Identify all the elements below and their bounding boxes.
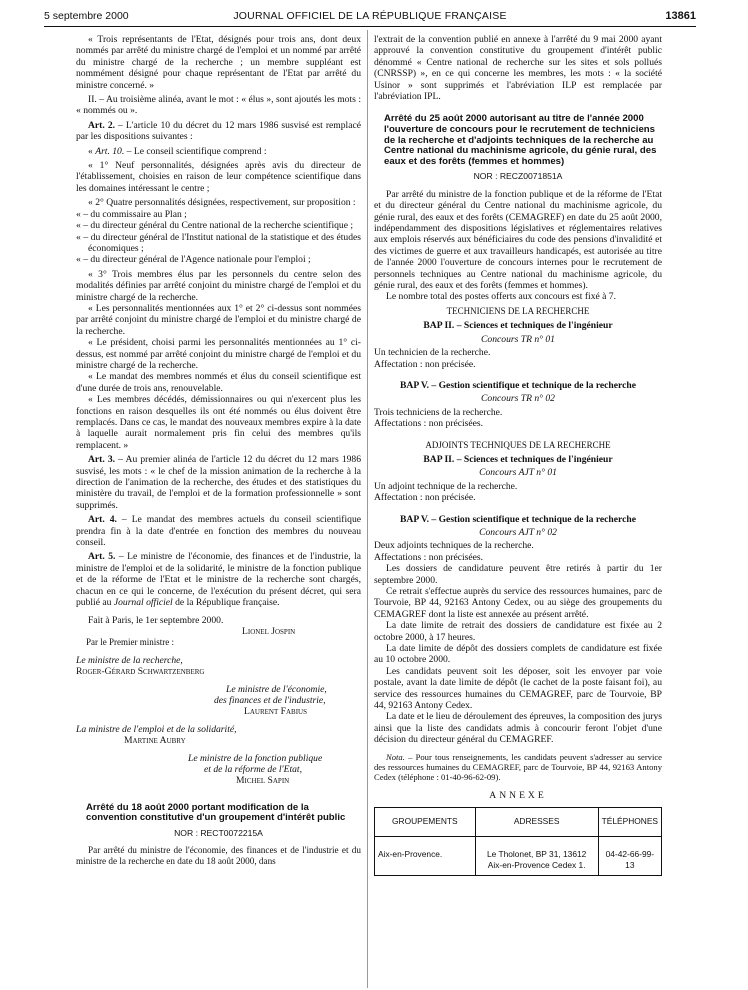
- paragraph: « 2° Quatre personnalités désignées, respectivement, sur proposition :: [88, 197, 356, 209]
- article-text-end: de la République française.: [172, 597, 280, 609]
- column-separator: [367, 30, 368, 988]
- signature-intro: Par le Premier ministre :: [86, 637, 174, 648]
- list-item: « – du directeur général du Centre national de la recherche scientifique ;: [76, 220, 354, 232]
- article-label: Art. 3.: [88, 454, 116, 466]
- paragraph: Par arrêté du ministre de la fonction publique et de la réforme de l'Etat et du directeur général du Centre national du machinisme agricole, du génie rural, des eaux et des forêts (CEMAGREF) en date du 25 août 2000, indépendamment des dispositions législatives et réglementaires relatives aux emplois réservés aux bénéficiaires du code des pensions d'invalidité et des victimes de guerre et aux travailleurs handicapés, est autorisée au titre de l'année 2000 l'ouverture de concours internes pour le recrutement de personnels techniques au Centre national du machinisme agricole, du génie rural, des eaux et des forêts (femmes et hommes).: [374, 188, 662, 292]
- signature-role: Le ministre de la fonction publique: [188, 752, 323, 764]
- decree-title: Arrêté du 25 août 2000 autorisant au titre de l'année 2000 l'ouverture de concours pour le recrutement de techniciens de la recherche et d'adjoints techniques de la recherche au Centre national du machinisme agricole, du génie rural, des eaux et des forêts (femmes et hommes): [384, 113, 657, 167]
- post-line: Affectations : non précisées.: [374, 418, 484, 430]
- journal-name: Journal officiel: [113, 597, 173, 609]
- list-item: « – du directeur général de l'Institut national de la statistique et des études économiques ;: [76, 231, 361, 254]
- article-label: Art. 2.: [88, 119, 116, 131]
- article-10: [76, 146, 361, 157]
- paragraph: La date et le lieu de déroulement des épreuves, la composition des jurys ainsi que la liste des candidats admis à concourir feront l'objet d'une décision du directeur général du CEMAGREF.: [374, 711, 662, 746]
- article-label: Art. 4.: [88, 514, 117, 526]
- bap-heading: BAP II. – Sciences et techniques de l'ingénieur: [423, 320, 613, 332]
- signature-role: Le ministre de la recherche,: [76, 654, 183, 666]
- signature-date: Fait à Paris, le 1er septembre 2000.: [88, 614, 224, 626]
- column-header: TÉLÉPHONES: [598, 808, 661, 836]
- address-line: Aix-en-Provence Cedex 1.: [487, 859, 586, 870]
- section-heading: ADJOINTS TECHNIQUES DE LA RECHERCHE: [425, 439, 611, 450]
- paragraph: Les candidats peuvent soit les déposer, soit les envoyer par voie postale, avant la date limite de dépôt (le cachet de la poste faisant foi), au service des ressources humaines du CEMAGREF, parc de Tourvoie, BP 44, 92163 Antony Cedex.: [374, 665, 662, 712]
- bap-heading: BAP V. – Gestion scientifique et technique de la recherche: [400, 379, 636, 391]
- nota-text: – Pour tous renseignements, les candidats peuvent s'adresser au service des ressources humaines du CEMAGREF, parc de Tourvoie, BP 44, 92163 Antony Cedex (téléphone : 01-40-96-62-09).: [374, 751, 662, 782]
- post-line: Un adjoint technique de la recherche.: [374, 480, 518, 492]
- table-row: [375, 836, 662, 876]
- paragraph: Ce retrait s'effectue auprès du service des ressources humaines, parc de Tourvoie, BP 44, 92163 Antony Cedex, ou au siège des groupements du CEMAGREF dont la liste est annexée au présent arrêté.: [374, 586, 662, 620]
- right-column: [374, 34, 662, 876]
- article-5: [76, 551, 361, 608]
- signature-name: Roger-Gérard Schwartzenberg: [76, 666, 205, 678]
- paragraph: « Le mandat des membres nommés et élus du conseil scientifique est d'une durée de trois ans, renouvelable.: [76, 371, 361, 394]
- section-heading: TECHNICIENS DE LA RECHERCHE: [446, 305, 590, 316]
- concours-label: Concours TR n° 02: [481, 393, 555, 405]
- left-column: [76, 34, 361, 867]
- article-4: [76, 514, 361, 548]
- signature-prime-minister: Lionel Jospin: [242, 625, 296, 637]
- signature-role: des finances et de l'industrie,: [214, 694, 326, 706]
- paragraph: Le nombre total des postes offerts aux concours est fixé à 7.: [386, 291, 617, 303]
- column-header: ADRESSES: [475, 808, 598, 836]
- paragraph: l'extrait de la convention publié en annexe à l'arrêté du 9 mai 2000 ayant approuvé la convention constitutive du groupement d'intérêt public dénommé « Centre national de recherche sur les sites et sols pollués (CNRSSP) », en ce qui concerne les membres, les mots : « la société Usinor » sont supprimés et l'abréviation ILP est remplacée par l'abréviation IPL.: [374, 34, 662, 103]
- article-2: [76, 120, 361, 143]
- nota-note: [374, 752, 662, 782]
- table-cell-groupement: Aix-en-Provence.: [375, 836, 476, 876]
- list-item: « – du directeur général de l'Agence nationale pour l'emploi ;: [76, 254, 311, 266]
- paragraph: II. – Au troisième alinéa, avant le mot : « élus », sont ajoutés les mots : « nommés ou ».: [76, 94, 361, 117]
- signature-name: Michel Sapin: [236, 775, 290, 787]
- header-rule: [44, 26, 696, 27]
- paragraph: « Trois représentants de l'Etat, désignés pour trois ans, dont deux nommés par arrêté du ministre chargé de l'emploi et un nommé par arrêté du ministre chargé de la recherche ; un membre suppléant est nommément désigné pour chaque représentant de l'Etat par arrêté du ministre concerné. »: [76, 34, 361, 91]
- article-text: – Le conseil scientifique comprend :: [124, 145, 267, 157]
- nor-reference: NOR : RECZ0071851A: [473, 171, 563, 182]
- paragraph: La date limite de dépôt des dossiers complets de candidature est fixée au 10 octobre 2000.: [374, 643, 662, 666]
- post-line: Affectations : non précisées.: [374, 551, 484, 563]
- nota-label: Nota.: [386, 751, 405, 762]
- signature-role: La ministre de l'emploi et de la solidarité,: [76, 723, 237, 735]
- article-3: [76, 454, 361, 511]
- post-line: Affectation : non précisée.: [374, 358, 476, 370]
- article-label: Art. 5.: [88, 551, 116, 563]
- header-date: 5 septembre 2000: [44, 10, 129, 22]
- post-line: Affectation : non précisée.: [374, 492, 476, 504]
- nor-reference: NOR : RECT0072215A: [174, 827, 263, 838]
- bap-heading: BAP II. – Sciences et techniques de l'ingénieur: [423, 453, 613, 465]
- article-label: Art. 10.: [95, 145, 125, 157]
- page-header: [44, 8, 696, 26]
- signature-role: Le ministre de l'économie,: [226, 683, 327, 695]
- column-header: GROUPEMENTS: [375, 808, 476, 836]
- post-line: Deux adjoints techniques de la recherche.: [374, 540, 534, 552]
- paragraph: Par arrêté du ministre de l'économie, des finances et de l'industrie et du ministre de la recherche en date du 18 août 2000, dans: [76, 845, 361, 866]
- signature-role: et de la réforme de l'Etat,: [204, 763, 302, 775]
- paragraph: « Les membres décédés, démissionnaires ou qui n'exercent plus les fonctions en raison desquelles ils ont été nommés ou élus doivent être remplacés. Dans ce cas, le mandat des nouveaux membres expire à la date à laquelle aurait normalement pris fin celui des membres qu'ils remplacent. »: [76, 394, 361, 451]
- list-item: « – du commissaire au Plan ;: [76, 208, 187, 220]
- concours-label: Concours AJT n° 01: [479, 467, 557, 479]
- annex-table: [374, 807, 662, 876]
- signature-name: Laurent Fabius: [244, 706, 307, 718]
- annex-title: ANNEXE: [489, 789, 547, 801]
- decree-title: Arrêté du 18 août 2000 portant modification de la convention constitutive d'un groupement d'intérêt public: [86, 801, 346, 824]
- address-line: Le Tholonet, BP 31, 13612: [486, 848, 587, 859]
- table-header-row: [375, 808, 662, 836]
- article-text: – L'article 10 du décret du 12 mars 1986 susvisé est remplacé par les dispositions suivantes :: [76, 119, 361, 143]
- paragraph: « 3° Trois membres élus par les personnels du centre selon des modalités définies par arrêté conjoint du ministre chargé de l'emploi et du ministre chargé de la recherche.: [76, 268, 361, 303]
- table-cell-adresse: [475, 836, 598, 876]
- table-cell-telephone: 04-42-66-99-13: [598, 836, 661, 876]
- article-text: – Au premier alinéa de l'article 12 du décret du 12 mars 1986 susvisé, les mots : « le chef de la mission animation de la recherche à la direction de l'animation de la recherche, des études et des statistiques du ministère du travail, de l'emploi et de la formation professionnelle » sont supprimés.: [76, 454, 362, 511]
- quote-mark: «: [88, 145, 96, 157]
- paragraph: « Le président, choisi parmi les personnalités mentionnées au 1° ci-dessus, est nommé par arrêté conjoint du ministre chargé de l'emploi et du ministre chargé de la recherche.: [76, 337, 361, 371]
- header-title: JOURNAL OFFICIEL DE LA RÉPUBLIQUE FRANÇAISE: [233, 10, 507, 22]
- header-page-number: 13861: [665, 10, 696, 22]
- paragraph: Les dossiers de candidature peuvent être retirés à partir du 1er septembre 2000.: [374, 563, 662, 586]
- concours-label: Concours AJT n° 02: [479, 526, 557, 538]
- article-text: – Le ministre de l'économie, des finances et de l'industrie, la ministre de l'emploi et de la solidarité, le ministre de la fonction publique et de la réforme de l'Etat et le ministre de la recherche sont chargés, chacun en ce qui le concerne, de l'exécution du présent décret, qui sera publié au: [76, 551, 361, 609]
- paragraph: « Les personnalités mentionnées aux 1° et 2° ci-dessus sont nommées par arrêté conjoint du ministre chargé de l'emploi et du ministre chargé de la recherche.: [76, 302, 361, 337]
- article-text: – Le mandat des membres actuels du conseil scientifique prendra fin à la date d'entrée en fonction des membres du nouveau conseil.: [76, 514, 361, 549]
- signature-name: Martine Aubry: [124, 735, 186, 747]
- concours-label: Concours TR n° 01: [481, 333, 555, 345]
- paragraph: La date limite de retrait des dossiers de candidature est fixée au 2 octobre 2000, à 17 heures.: [374, 620, 662, 643]
- bap-heading: BAP V. – Gestion scientifique et technique de la recherche: [400, 513, 636, 525]
- paragraph: « 1° Neuf personnalités, désignées après avis du directeur de l'établissement, choisies en raison de leur compétence scientifique dans les domaines intéressant le centre ;: [76, 160, 361, 194]
- post-line: Un technicien de la recherche.: [374, 347, 491, 359]
- post-line: Trois techniciens de la recherche.: [374, 406, 503, 418]
